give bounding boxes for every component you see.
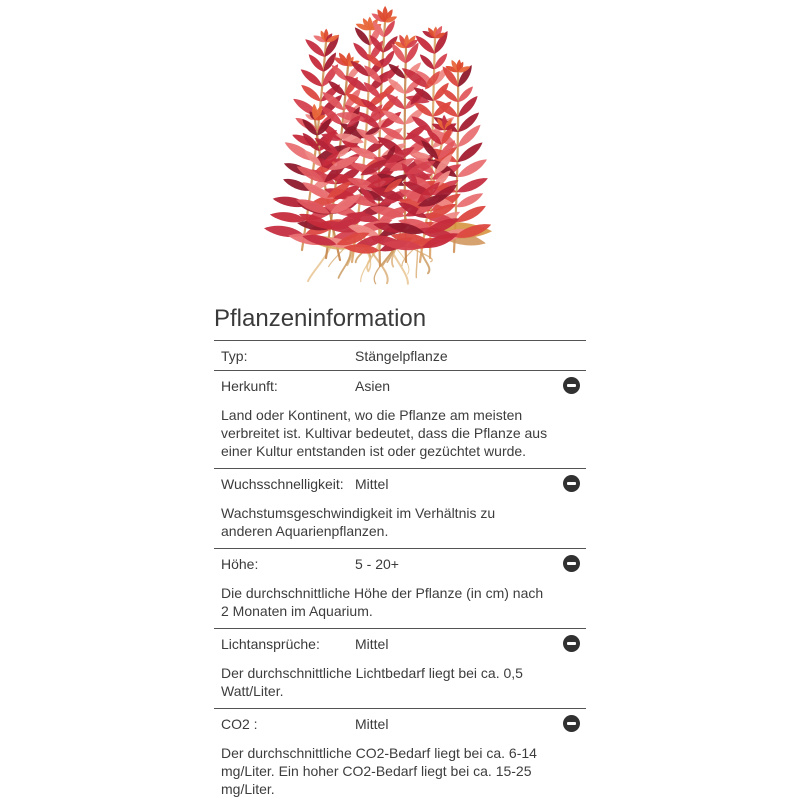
attribute-row — [214, 548, 586, 578]
attribute-label: Typ: — [221, 347, 248, 364]
attribute-value: Asien — [355, 377, 391, 394]
attribute-label: CO2 : — [221, 715, 258, 732]
table-row — [214, 628, 586, 708]
attribute-description: Der durchschnittliche CO2-Bedarf liegt bei ca. 6-14 mg/Liter. Ein hoher CO2-Bedarf liegt bei ca. 15-25 mg/Liter. — [221, 745, 537, 797]
minus-glyph — [567, 384, 576, 387]
table-row — [214, 370, 586, 468]
minus-glyph — [567, 562, 576, 565]
plant-info-table — [214, 340, 586, 806]
minus-glyph — [567, 642, 576, 645]
collapse-icon[interactable] — [563, 715, 580, 732]
plant-image — [230, 0, 530, 292]
content-column — [214, 0, 586, 806]
collapse-icon[interactable] — [563, 555, 580, 572]
collapse-icon[interactable] — [563, 635, 580, 652]
attribute-row — [214, 468, 586, 498]
minus-glyph — [567, 722, 576, 725]
attribute-value: Mittel — [355, 635, 389, 652]
attribute-row — [214, 708, 586, 738]
attribute-description: Der durchschnittliche Lichtbedarf liegt bei ca. 0,5 Watt/Liter. — [221, 665, 523, 699]
table-row — [214, 708, 586, 806]
minus-glyph — [567, 482, 576, 485]
attribute-value: Stängelpflanze — [355, 347, 448, 364]
page-title: Pflanzeninformation — [214, 305, 427, 332]
table-row — [214, 340, 586, 370]
attribute-label: Wuchsschnelligkeit: — [221, 475, 344, 492]
collapse-icon[interactable] — [563, 475, 580, 492]
attribute-label: Höhe: — [221, 555, 259, 572]
table-row — [214, 548, 586, 628]
collapse-icon[interactable] — [563, 377, 580, 394]
attribute-value: 5 - 20+ — [355, 555, 399, 572]
attribute-description: Wachstumsgeschwindigkeit im Verhältnis zu anderen Aquarienpflanzen. — [221, 505, 496, 539]
plant-image-container — [194, 0, 566, 292]
attribute-value: Mittel — [355, 715, 389, 732]
attribute-description: Die durchschnittliche Höhe der Pflanze (in cm) nach 2 Monaten im Aquarium. — [221, 585, 544, 619]
attribute-description: Land oder Kontinent, wo die Pflanze am meisten verbreitet ist. Kultivar bedeutet, dass die Pflanze aus einer Kultur entstanden ist oder gezüchtet wurde. — [221, 407, 548, 459]
attribute-row — [214, 340, 586, 370]
attribute-label: Lichtansprüche: — [221, 635, 320, 652]
attribute-row — [214, 370, 586, 400]
attribute-value: Mittel — [355, 475, 389, 492]
attribute-row — [214, 628, 586, 658]
attribute-label: Herkunft: — [221, 377, 278, 394]
table-row — [214, 468, 586, 548]
